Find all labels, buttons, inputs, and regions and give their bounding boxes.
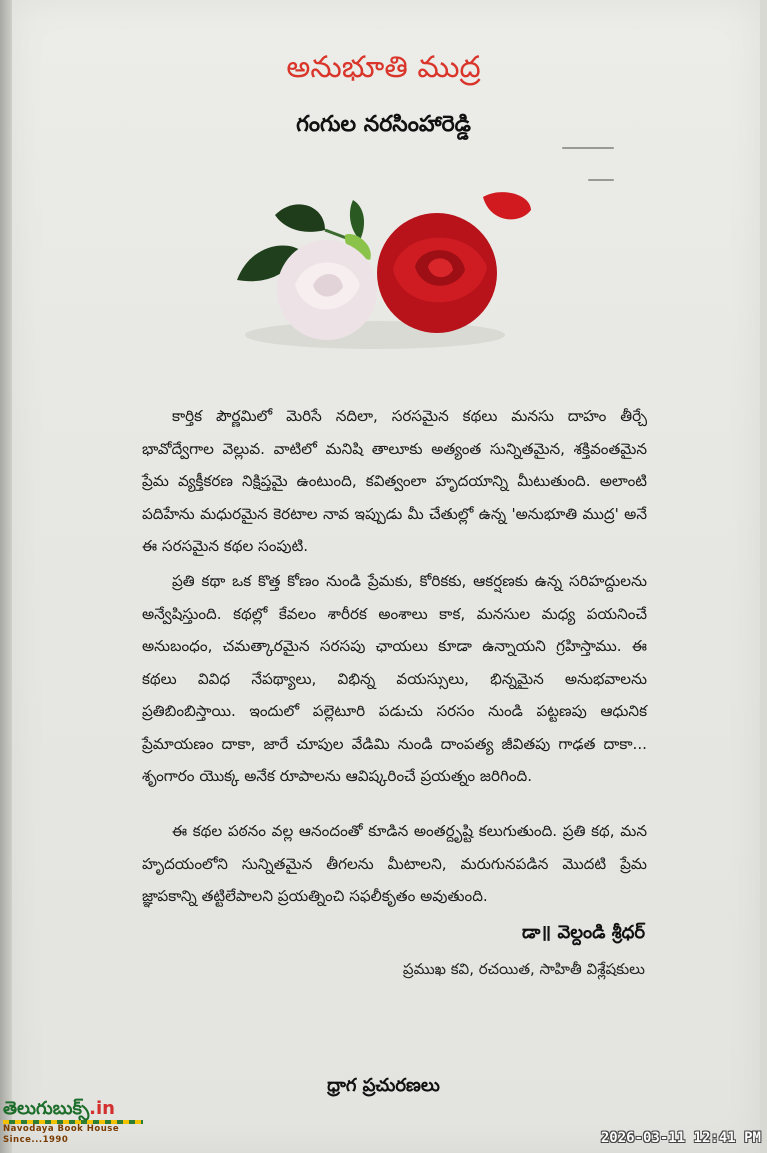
photo-timestamp: 2026-03-11 12:41 PM bbox=[600, 1130, 761, 1146]
author-name: గంగుల నరసింహారెడ్డి bbox=[296, 112, 471, 137]
signature-name: డా॥ వెల్దండి శ్రీధర్ bbox=[522, 922, 645, 943]
leaf-top bbox=[275, 204, 325, 232]
blurb-paragraph: కార్తిక పౌర్ణమిలో మెరిసే నదిలా, సరసమైన కథలు మనసు దాహం తీర్చే భావోద్వేగాల వెల్లువ. వాటిలో మనిషి తాలూకు అత్యంత సున్నితమైన, శక్తివంతమైన ప్రేమ వ్యక్తీకరణ నిక్షిప్తమై ఉంటుంది, కవిత్వంలా హృదయాన్ని మీటుతుంది. అలాంటి పదిహేను మధురమైన కెరటాల నావ ఇప్పుడు మీ చేతుల్లో ఉన్న 'అనుభూతి ముద్ర' అనే ఈ సరసమైన కథల సంపుటి. bbox=[142, 407, 647, 555]
blurb-paragraph: ఈ కథల పఠనం వల్ల ఆనందంతో కూడిన అంతర్దృష్టి కలుగుతుంది. ప్రతి కథ, మన హృదయంలోని సున్నితమైన తీగలను మీటాలని, మరుగునపడిన మొదటి ప్రేమ జ్ఞాపకాన్ని తట్టిలేపాలని ప్రయత్నించి సఫలీకృతం అవుతుంది. bbox=[142, 822, 647, 905]
leaf-stem bbox=[350, 200, 364, 240]
site-watermark-logo bbox=[3, 1098, 148, 1148]
book-spine-edge bbox=[0, 0, 12, 1153]
roses-illustration bbox=[225, 185, 545, 360]
cover-scuff bbox=[588, 179, 614, 181]
watermark-since: Since...1990 bbox=[3, 1135, 69, 1145]
signature-role: ప్రముఖ కవి, రచయిత, సాహితీ విశ్లేషకులు bbox=[402, 960, 645, 978]
watermark-brand: తెలుగుబుక్స్.in bbox=[3, 1098, 115, 1119]
watermark-subtitle: Navodaya Book House bbox=[3, 1124, 120, 1134]
book-title: అనుభూతి ముద్ర bbox=[286, 50, 481, 85]
loose-petal bbox=[483, 192, 531, 219]
blurb-paragraph: ప్రతి కథా ఒక కొత్త కోణం నుండి ప్రేమకు, కోరికకు, ఆకర్షణకు ఉన్న సరిహద్దులను అన్వేషిస్తుంది. కథల్లో కేవలం శారీరక అంశాలు కాక, మనసుల మధ్య పయనించే అనుబంధం, చమత్కారమైన సరసపు ఛాయలు కూడా ఉన్నాయని గ్రహిస్తాము. ఈ కథలు వివిధ నేపథ్యాలు, విభిన్న వయస్సులు, భిన్నమైన అనుభవాలను ప్రతిబింబిస్తాయి. ఇందులో పల్లెటూరి పడుచు సరసం నుండి పట్టణపు ఆధునిక ప్రేమాయణం దాకా, జారే చూపుల వేడిమి నుండి దాంపత్య జీవితపు గాఢత దాకా... శృంగారం యొక్క అనేక రూపాలను ఆవిష్కరించే ప్రయత్నం జరిగింది. bbox=[142, 572, 647, 785]
cover-scuff bbox=[562, 147, 614, 149]
publisher-name: ధ్రాగ ప్రచురణలు bbox=[327, 1075, 440, 1096]
